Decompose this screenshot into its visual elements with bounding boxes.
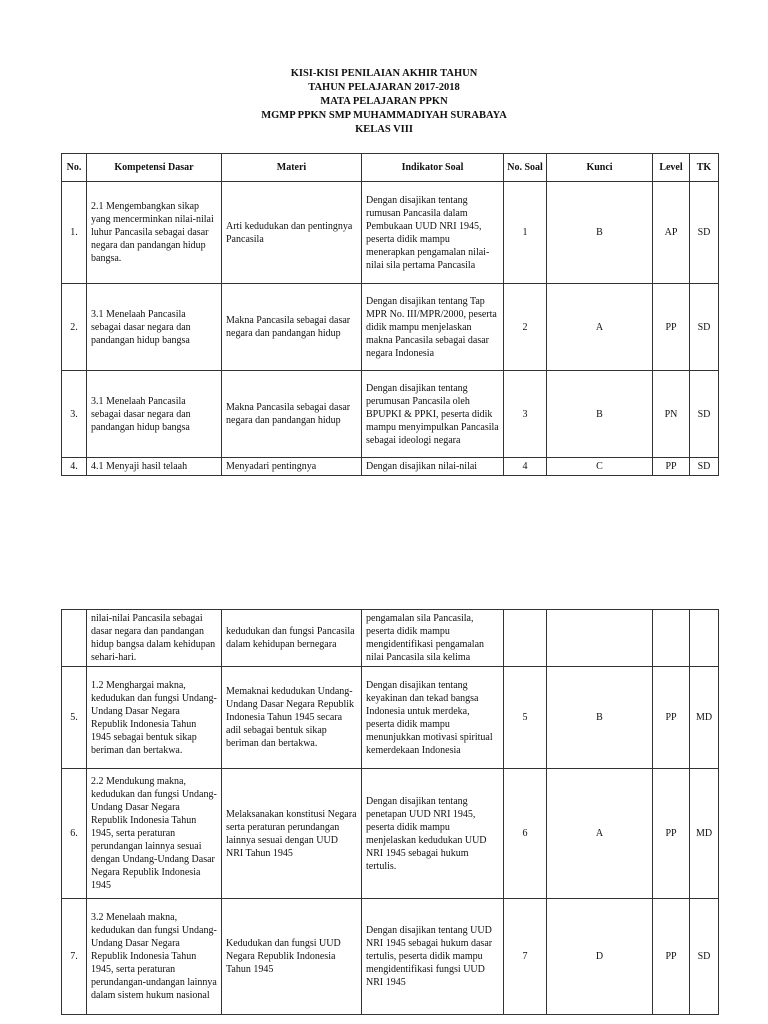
cell-materi: Makna Pancasila sebagai dasar negara dan pandangan hidup <box>222 371 362 458</box>
cell-kompetensi: 3.1 Menelaah Pancasila sebagai dasar negara dan pandangan hidup bangsa <box>87 371 222 458</box>
header-no-soal: No. Soal <box>504 154 547 182</box>
kisi-kisi-table-page-2 <box>61 609 719 1015</box>
cell-level: PP <box>653 899 690 1015</box>
cell-level: PP <box>653 284 690 371</box>
cell-indikator: Dengan disajikan tentang UUD NRI 1945 sebagai hukum dasar tertulis, peserta didik mampu mengidentifikasi fungsi UUD NRI 1945 <box>362 899 504 1015</box>
cell-level: PP <box>653 458 690 476</box>
cell-kunci: D <box>547 899 653 1015</box>
cell-indikator: Dengan disajikan nilai-nilai <box>362 458 504 476</box>
cell-no-soal: 3 <box>504 371 547 458</box>
header-level: Level <box>653 154 690 182</box>
table-row <box>62 182 719 284</box>
header-kunci: Kunci <box>547 154 653 182</box>
cell-no: 4. <box>62 458 87 476</box>
cell-tk: SD <box>690 371 719 458</box>
cell-no: 3. <box>62 371 87 458</box>
cell-no: 6. <box>62 769 87 899</box>
header-tk: TK <box>690 154 719 182</box>
header-materi: Materi <box>222 154 362 182</box>
cell-level: PN <box>653 371 690 458</box>
header-no: No. <box>62 154 87 182</box>
cell-kompetensi: 3.2 Menelaah makna, kedudukan dan fungsi Undang-Undang Dasar Negara Republik Indonesia Tahun 1945, serta peraturan perundangan-undangan lainnya dalam sistem hukum nasional <box>87 899 222 1015</box>
cell-tk: MD <box>690 667 719 769</box>
cell-materi: Melaksanakan konstitusi Negara serta peraturan perundangan lainnya sesuai dengan UUD NRI Tahun 1945 <box>222 769 362 899</box>
cell-no-soal: 1 <box>504 182 547 284</box>
table-row <box>62 371 719 458</box>
title-line-2: TAHUN PELAJARAN 2017-2018 <box>308 82 460 93</box>
cell-level: PP <box>653 769 690 899</box>
cell-kunci: A <box>547 769 653 899</box>
cell-kompetensi: 2.1 Mengembangkan sikap yang mencerminkan nilai-nilai luhur Pancasila sebagai dasar negara dan pandangan hidup bangsa. <box>87 182 222 284</box>
table-row <box>62 899 719 1015</box>
cell-kunci: B <box>547 182 653 284</box>
cell-kunci: C <box>547 458 653 476</box>
cell-materi: Arti kedudukan dan pentingnya Pancasila <box>222 182 362 284</box>
cell-kompetensi: 1.2 Menghargai makna, kedudukan dan fungsi Undang-Undang Dasar Negara Republik Indonesia Tahun 1945 sebagai bentuk sikap beriman dan bertakwa. <box>87 667 222 769</box>
cell-kompetensi: 2.2 Mendukung makna, kedudukan dan fungsi Undang-Undang Dasar Negara Republik Indonesia Tahun 1945, serta peraturan perundangan lainnya sesuai dengan Undang-Undang Dasar Negara Republik Indonesia 1945 <box>87 769 222 899</box>
cell-no-soal: 7 <box>504 899 547 1015</box>
cell-indikator: Dengan disajikan tentang rumusan Pancasila dalam Pembukaan UUD NRI 1945, peserta didik mampu menerapkan pengamalan nilai-nilai sila pertama Pancasila <box>362 182 504 284</box>
table-row <box>62 610 719 667</box>
header-indikator-soal: Indikator Soal <box>362 154 504 182</box>
cell-no-soal: 5 <box>504 667 547 769</box>
table-row <box>62 284 719 371</box>
cell-level: AP <box>653 182 690 284</box>
cell-indikator: pengamalan sila Pancasila, peserta didik mampu mengidentifikasi pengamalan nilai Pancasila sila kelima <box>362 610 504 667</box>
table-row <box>62 667 719 769</box>
cell-materi: Kedudukan dan fungsi UUD Negara Republik Indonesia Tahun 1945 <box>222 899 362 1015</box>
cell-materi: Memaknai kedudukan Undang-Undang Dasar Negara Republik Indonesia Tahun 1945 secara adil sebagai bentuk sikap beriman dan bertakwa. <box>222 667 362 769</box>
header-kompetensi-dasar: Kompetensi Dasar <box>87 154 222 182</box>
cell-kompetensi: nilai-nilai Pancasila sebagai dasar negara dan pandangan hidup bangsa dalam kehidupan sehari-hari. <box>87 610 222 667</box>
cell-indikator: Dengan disajikan tentang perumusan Pancasila oleh BPUPKI & PPKI, peserta didik mampu menyimpulkan Pancasila sebagai ideologi negara <box>362 371 504 458</box>
cell-tk: SD <box>690 284 719 371</box>
cell-no: 2. <box>62 284 87 371</box>
cell-level: PP <box>653 667 690 769</box>
cell-indikator: Dengan disajikan tentang penetapan UUD NRI 1945, peserta didik mampu menjelaskan kedudukan UUD NRI 1945 sebagai hukum tertulis. <box>362 769 504 899</box>
document-title <box>0 67 768 137</box>
cell-kunci: B <box>547 667 653 769</box>
table-header-row <box>62 154 719 182</box>
cell-tk <box>690 610 719 667</box>
cell-tk: SD <box>690 458 719 476</box>
cell-no-soal: 2 <box>504 284 547 371</box>
cell-kunci: A <box>547 284 653 371</box>
cell-materi: Makna Pancasila sebagai dasar negara dan pandangan hidup <box>222 284 362 371</box>
cell-level <box>653 610 690 667</box>
title-line-4: MGMP PPKN SMP MUHAMMADIYAH SURABAYA <box>261 110 507 121</box>
cell-no-soal <box>504 610 547 667</box>
cell-tk: MD <box>690 769 719 899</box>
table-row <box>62 458 719 476</box>
cell-kunci: B <box>547 371 653 458</box>
cell-materi: Menyadari pentingnya <box>222 458 362 476</box>
cell-materi: kedudukan dan fungsi Pancasila dalam kehidupan bernegara <box>222 610 362 667</box>
cell-kunci <box>547 610 653 667</box>
kisi-kisi-table-page-1 <box>61 153 719 476</box>
cell-indikator: Dengan disajikan tentang keyakinan dan tekad bangsa Indonesia untuk merdeka, peserta didik mampu menunjukkan motivasi spiritual kemerdekaan Indonesia <box>362 667 504 769</box>
title-line-3: MATA PELAJARAN PPKN <box>320 96 448 107</box>
cell-no: 5. <box>62 667 87 769</box>
cell-kompetensi: 3.1 Menelaah Pancasila sebagai dasar negara dan pandangan hidup bangsa <box>87 284 222 371</box>
cell-no: 7. <box>62 899 87 1015</box>
table-row <box>62 769 719 899</box>
cell-no-soal: 6 <box>504 769 547 899</box>
title-line-1: KISI-KISI PENILAIAN AKHIR TAHUN <box>290 68 478 79</box>
cell-kompetensi: 4.1 Menyaji hasil telaah <box>87 458 222 476</box>
cell-no <box>62 610 87 667</box>
title-line-5: KELAS VIII <box>355 124 413 135</box>
cell-tk: SD <box>690 182 719 284</box>
cell-no: 1. <box>62 182 87 284</box>
cell-tk: SD <box>690 899 719 1015</box>
cell-no-soal: 4 <box>504 458 547 476</box>
cell-indikator: Dengan disajikan tentang Tap MPR No. III/MPR/2000, peserta didik mampu menjelaskan makna Pancasila sebagai dasar negara Indonesia <box>362 284 504 371</box>
